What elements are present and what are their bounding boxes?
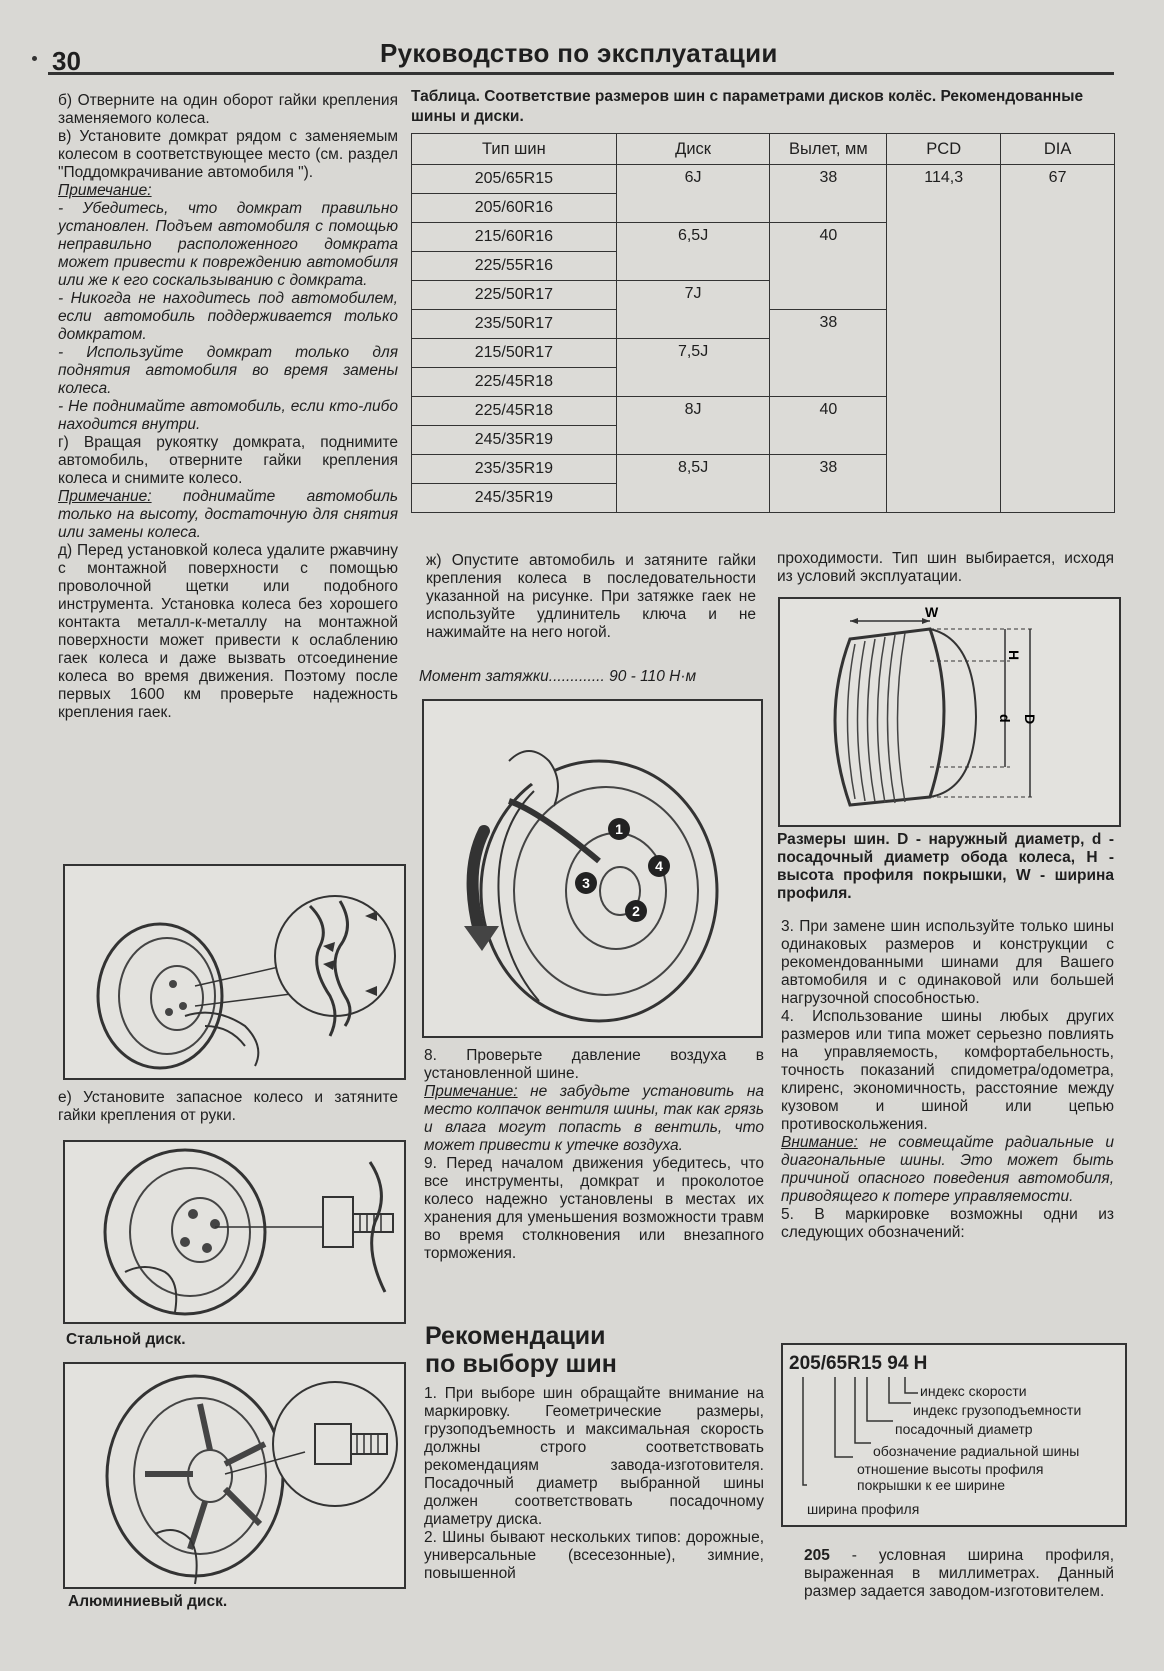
figure-steel-disc (63, 1140, 406, 1324)
cell-tyre: 205/60R16 (412, 194, 617, 223)
col3-text (781, 918, 1114, 1242)
step-zh: ж) Опустите автомобиль и затяните гайки крепления колеса в последовательности указанной на рисунке. При затяжке гаек не используйте удлинитель ключа и не нажимайте на него ногой. (426, 552, 756, 641)
rec-5: 5. В маркировке возможны одни из следующих обозначений: (781, 1206, 1114, 1241)
col-header-rim: Диск (616, 134, 770, 165)
sequence-marker-1: 1 (615, 821, 623, 837)
rec-4: 4. Использование шины любых других размеров или типа может серьезно повлиять на управляемость, комфортабельность, точность показаний спидометра/одометра, клиренс, экономичность, расстояние между кузовом и шиной или цепью противоскольжения. (781, 1008, 1114, 1133)
marking-label: обозначение радиальной шины (873, 1443, 1080, 1459)
cell-rim: 8J (616, 397, 770, 455)
step-e: е) Установите запасное колесо и затяните гайки крепления от руки. (58, 1089, 398, 1124)
note-1-item: - Используйте домкрат только для поднятия автомобиля во время замены колеса. (58, 344, 398, 397)
cell-rim: 7,5J (616, 339, 770, 397)
step-9: 9. Перед началом движения убедитесь, что все инструменты, домкрат и проколотое колесо надежно установлены в местах их хранения для уменьшения возможности травм во время столкновения или внезапного торможения. (424, 1155, 764, 1262)
cell-tyre: 235/35R19 (412, 455, 617, 484)
warning-text: не совмещайте радиальные и диагональные шины. Это может быть причиной опасного поведения автомобиля, приводящего к потере управляемости. (781, 1134, 1114, 1205)
caption-steel-disc: Стальной диск. (66, 1331, 186, 1348)
size-205-text: - условная ширина профиля, выраженная в миллиметрах. Данный размер задается заводом-изготовителем. (804, 1547, 1114, 1600)
note-valve-text: не забудьте установить на место колпачок вентиля шины, так как грязь и влага могут попасть в вентиль, что может привести к утечке воздуха. (424, 1083, 764, 1154)
note-2-text: поднимайте автомобиль только на высоту, достаточную для снятия или замены колеса. (58, 488, 398, 541)
cell-tyre: 215/60R16 (412, 223, 617, 252)
cell-offset: 40 (770, 223, 887, 310)
header-rule (48, 72, 1114, 75)
table-header-row (412, 134, 1115, 165)
cell-offset: 40 (770, 397, 887, 455)
col-header-dia: DIA (1001, 134, 1115, 165)
dim-label-d: d (997, 714, 1013, 723)
marking-label: отношение высоты профиля покрышки к ее ширине (857, 1461, 1044, 1493)
cell-rim: 7J (616, 281, 770, 339)
cell-offset: 38 (770, 455, 887, 513)
rec-2: 2. Шины бывают нескольких типов: дорожные, универсальные (всесезонные), зимние, повышенной (424, 1529, 764, 1582)
note-2-label: Примечание: (58, 488, 152, 505)
tyre-marking-diagram (781, 1343, 1127, 1527)
note-1-item: - Никогда не находитесь под автомобилем, если автомобиль поддерживается только домкратом. (58, 290, 398, 343)
cell-rim: 8,5J (616, 455, 770, 513)
table-caption: Таблица. Соответствие размеров шин с параметрами дисков колёс. Рекомендованные шины и диски. (411, 88, 1084, 125)
warning (781, 1134, 1114, 1206)
step-v: в) Установите домкрат рядом с заменяемым колесом в соответствующее место (см. раздел "Поддомкрачивание автомобиля "). (58, 128, 398, 181)
tightening-sequence-illustration (424, 701, 761, 1036)
alloy-disc-illustration (65, 1364, 404, 1587)
step-b: б) Отверните на один оборот гайки крепления заменяемого колеса. (58, 92, 398, 127)
page-number: 30 (52, 46, 81, 76)
step-8: 8. Проверьте давление воздуха в установленной шине. (424, 1047, 764, 1082)
rec-1: 1. При выборе шин обращайте внимание на маркировку. Геометрические размеры, грузоподъемность и максимальная скорость должны строго соответствовать рекомендациям завода-изготовителя. Посадочный диаметр выбранной шины должен соответствовать посадочному диаметру диска. (424, 1385, 764, 1528)
size-205-note (804, 1547, 1114, 1601)
note-1-label: Примечание: (58, 182, 152, 199)
cell-rim: 6J (616, 165, 770, 223)
cell-offset: 38 (770, 165, 887, 223)
cell-tyre: 205/65R15 (412, 165, 617, 194)
page-dot (32, 56, 37, 61)
col3-intro: проходимости. Тип шин выбирается, исходя из условий эксплуатации. (777, 550, 1114, 585)
cell-rim: 6,5J (616, 223, 770, 281)
figure-tightening-sequence (422, 699, 763, 1038)
cell-tyre: 245/35R19 (412, 484, 617, 513)
note-2 (58, 488, 398, 542)
cell-tyre: 225/55R16 (412, 252, 617, 281)
sequence-marker-2: 2 (632, 903, 640, 919)
column-1 (58, 92, 398, 722)
col2-text (424, 1047, 764, 1263)
cell-tyre: 235/50R17 (412, 310, 617, 339)
figure-tyre-dimensions (778, 597, 1121, 827)
dim-label-w: W (925, 604, 939, 620)
figure-alloy-disc (63, 1362, 406, 1589)
note-1-item: - Убедитесь, что домкрат правильно установлен. Подъем автомобиля с помощью неправильно расположенного домкрата может привести к повреждению автомобиля или же к его соскальзыванию с домкрата. (58, 200, 398, 289)
size-205-paragraph (804, 1547, 1114, 1601)
tyre-dimensions-caption: Размеры шин. D - наружный диаметр, d - посадочный диаметр обода колеса, H - высота профиля покрышки, W - ширина профиля. (777, 831, 1114, 902)
caption-alloy-disc: Алюминиевый диск. (68, 1593, 228, 1610)
cell-offset: 38 (770, 310, 887, 397)
marking-code: 205/65R15 94 H (789, 1353, 928, 1374)
tyre-rim-table (411, 133, 1115, 513)
col2-recommendations (424, 1385, 764, 1583)
step-g: г) Вращая рукоятку домкрата, поднимите автомобиль, отверните гайки крепления колеса и снимите колесо. (58, 434, 398, 487)
sequence-marker-3: 3 (582, 875, 590, 891)
tyre-dimensions-illustration (780, 599, 1119, 825)
cell-dia: 67 (1001, 165, 1115, 513)
note-valve-label: Примечание: (424, 1083, 518, 1100)
dim-label-D: D (1022, 714, 1038, 725)
running-header: Руководство по эксплуатации (380, 38, 778, 68)
figure-wheel-mount (63, 864, 406, 1080)
cell-tyre: 215/50R17 (412, 339, 617, 368)
rec-3: 3. При замене шин используйте только шины одинаковых размеров и конструкции с рекомендованными шинами для Вашего автомобиля и с одинаковой или большей нагрузочной способностью. (781, 918, 1114, 1007)
cell-tyre: 225/50R17 (412, 281, 617, 310)
marking-label: посадочный диаметр (895, 1421, 1033, 1437)
cell-tyre: 225/45R18 (412, 397, 617, 426)
size-205-code: 205 (804, 1547, 830, 1564)
wheel-mount-illustration (65, 866, 404, 1078)
col-header-pcd: PCD (887, 134, 1001, 165)
sequence-marker-4: 4 (655, 858, 663, 874)
cell-tyre: 225/45R18 (412, 368, 617, 397)
torque-spec: Момент затяжки............. 90 - 110 Н·м (419, 668, 697, 685)
steel-disc-illustration (65, 1142, 404, 1322)
table-row (412, 165, 1115, 194)
marking-label: ширина профиля (807, 1501, 920, 1517)
cell-pcd: 114,3 (887, 165, 1001, 513)
warning-label: Внимание: (781, 1134, 858, 1151)
col-header-tyre: Тип шин (412, 134, 617, 165)
note-1-item: - Не поднимайте автомобиль, если кто-либо находится внутри. (58, 398, 398, 433)
section-heading: Рекомендации по выбору шин (425, 1322, 617, 1378)
dim-label-h: H (1006, 650, 1022, 661)
marking-label: индекс скорости (920, 1383, 1027, 1399)
marking-label: индекс грузоподъемности (913, 1402, 1082, 1418)
step-d: д) Перед установкой колеса удалите ржавчину с монтажной поверхности с помощью проволочной щетки или подобного инструмента. Установка колеса без хорошего контакта металл-к-металлу на монтажной поверхности может привести к ослаблению гаек колеса и даже вызвать отсоединение колеса во время движения. Поэтому после первых 1600 км проверьте надежность крепления гаек. (58, 542, 398, 721)
col-header-offset: Вылет, мм (770, 134, 887, 165)
cell-tyre: 245/35R19 (412, 426, 617, 455)
note-valve (424, 1083, 764, 1155)
